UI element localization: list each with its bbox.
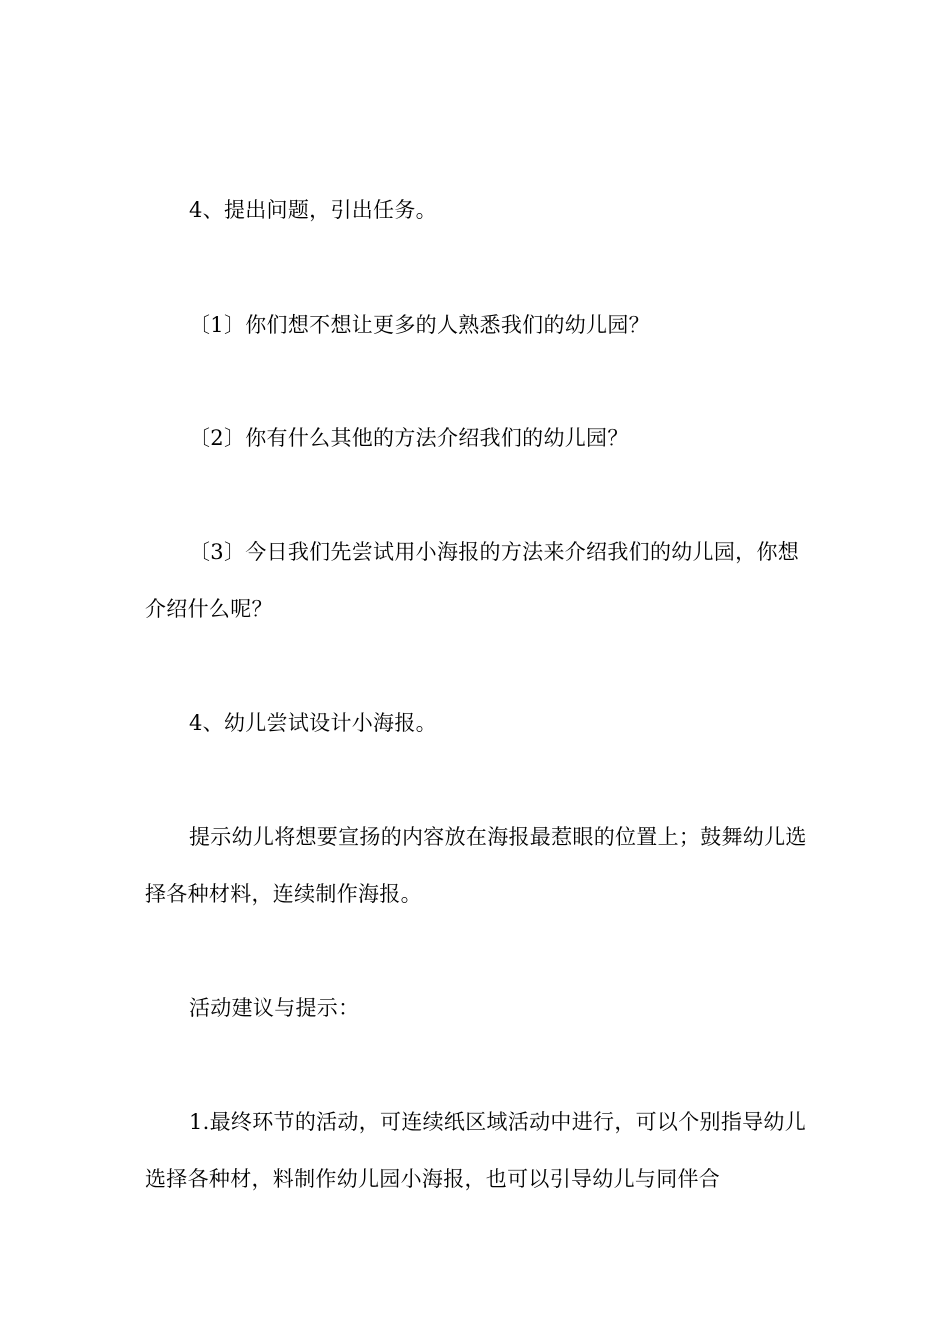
paragraph-question-2: 〔2〕你有什么其他的方法介绍我们的幼儿园？ <box>189 426 629 450</box>
paragraph-hint: 提示幼儿将想要宣扬的内容放在海报最惹眼的位置上；鼓舞幼儿选择各种材料，连续制作海报。 <box>145 825 807 906</box>
paragraph-suggestions-heading: 活动建议与提示： <box>189 996 360 1020</box>
paragraph-question-1: 〔1〕你们想不想让更多的人熟悉我们的幼儿园？ <box>189 313 650 337</box>
paragraph-step-4-design: 4、幼儿尝试设计小海报。 <box>189 711 437 735</box>
paragraph-question-3: 〔3〕今日我们先尝试用小海报的方法来介绍我们的幼儿园，你想介绍什么呢？ <box>145 540 800 621</box>
paragraph-suggestion-1: 1.最终环节的活动，可连续纸区域活动中进行，可以个别指导幼儿选择各种材，料制作幼儿园小海报，也可以引导幼儿与同伴合 <box>145 1110 807 1191</box>
paragraph-step-4-questions: 4、提出问题，引出任务。 <box>189 198 437 222</box>
